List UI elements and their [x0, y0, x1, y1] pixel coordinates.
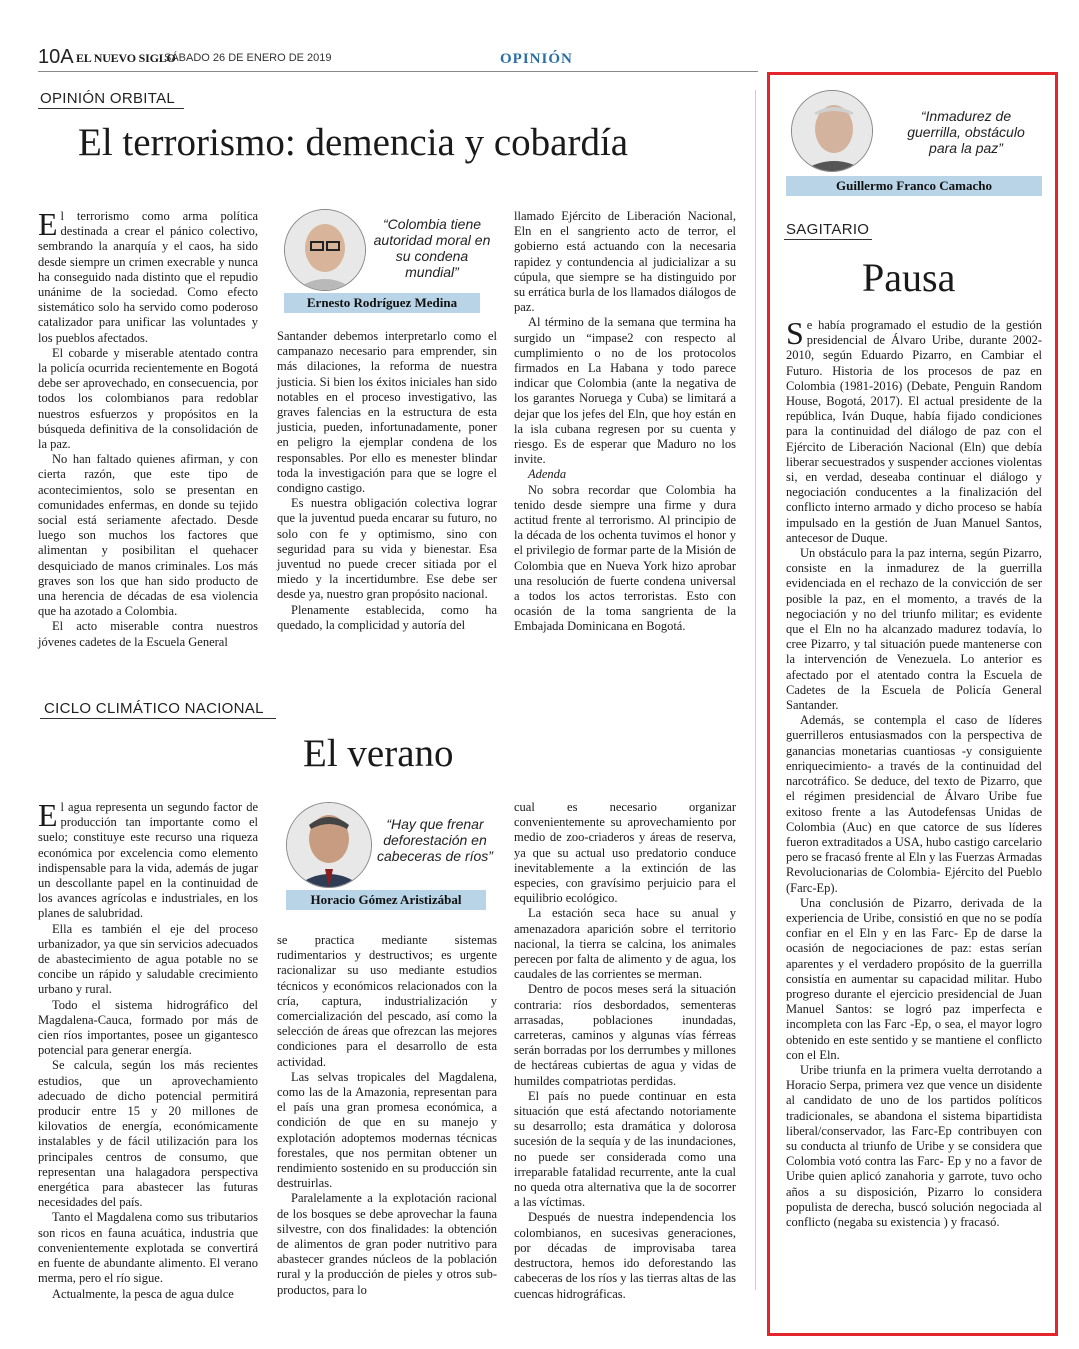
article1-title: El terrorismo: demencia y cobardía — [78, 121, 629, 164]
article1-col2-p1: Santander debemos interpretarlo como el campanazo necesario para emprender, sin más dilaciones, la reforma de nuestra justicia. Si bien los éxitos iniciales han sido notables en el proceso investigativo, las graves falencias en la estructura de esta justicia, pueden, infortunadamente, poner en peligro la ejemplar condena de los responsables. Por ello es menester blindar toda la investigación para que se logre el condigno castigo. — [277, 329, 497, 496]
article1-kicker: OPINIÓN ORBITAL — [40, 90, 176, 107]
article2-col3-p2: La estación seca hace su anual y amenazadora aparición sobre el territorio nacional, la tierra se calcina, los animales perecen por falta de alimento y de agua, los caudales de las corrientes se merman. — [514, 906, 736, 982]
dropcap: E — [38, 797, 58, 833]
article3-quote-box — [786, 90, 1044, 202]
article1-col3-p1: llamado Ejército de Liberación Nacional, Eln en el sangriento acto de terror, el gobierno está actuando con la necesaria rapidez y contundencia al judicializar a su cúpula, que siempre se ha distinguido por su errática burla de los llamados diálogos de paz. — [514, 209, 736, 315]
article1-col2-p2: Es nuestra obligación colectiva lograr que la juventud pueda encarar su futuro, no solo con fe y optimismo, sino con seguridad para su vida y bienestar. Esa juventud no puede crecer sitiada por el miedo y la incertidumbre. Ese debe ser desde ya, nuestro gran propósito nacional. — [277, 496, 497, 602]
article2-col1-p1: El agua representa un segundo factor de producción tan importante como el suelo; constituye este recurso una riqueza económica por excelencia como elemento indispensable para la vida, además de jugar un descollante papel en la continuidad de los avances agrícolas e industriales, en los planes de salubridad. — [38, 797, 258, 921]
dropcap: E — [38, 206, 58, 242]
article2-kicker-underline — [40, 718, 276, 719]
article1-quote-box — [278, 203, 498, 315]
article1-col3-adenda: Adenda — [528, 467, 567, 482]
article1-author-name: Ernesto Rodríguez Medina — [284, 293, 480, 313]
paper-name: EL NUEVO SIGLO — [76, 51, 176, 65]
article2-col1-p2: Ella es también el eje del proceso urbanizador, ya que sin servicios adecuados de abastecimiento de agua potable no se concibe un rápido y saludable crecimiento urbano y rural. — [38, 921, 258, 997]
article1-col3-p4: No sobra recordar que Colombia ha tenido desde siempre una firme y dura actitud frente al terrorismo. Al principio de la década de los ochenta tuvimos el honor y el privilegio de formar parte de la Misión de Colombia que en Nueva York hizo aprobar una resolución de fuerte condena universal a todos los actos terroristas. Esto con ocasión de la toma sangrienta de la Embajada Dominicana en Bogotá. — [514, 482, 736, 634]
article3-title: Pausa — [862, 255, 956, 300]
dropcap: S — [786, 315, 804, 351]
section-title: OPINIÓN — [500, 51, 573, 67]
article3-body — [786, 315, 1042, 1230]
author-photo-guillermo — [791, 90, 873, 172]
article2-col3-p5: Después de nuestra independencia los colombianos, en sucesivas generaciones, por décadas de improvisaba tarea destructora, hemos ido deforestando las cabeceras de los ríos y las tierras altas de las cuencas hidrográficas. — [514, 1210, 736, 1301]
column-divider — [755, 90, 756, 1290]
article3-p2: Un obstáculo para la paz interna, según Pizarro, consiste en la inmadurez de la guerrilla evidenciada en el rechazo de la convicción de ser posible la paz, en el momento, a través de la negociación y no del triunfo militar; es evidente que el Eln no ha alcanzado madurez todavía, lo cree Pizarro, y tal situación puede mantenerse con la intervención de Venezuela. Lo anterior es afectado por el atentado contra la Escuela de Cadetes de la Escuela de Policía General Santander. — [786, 546, 1042, 713]
article1-col3-p2: Al término de la semana que termina ha surgido un “impase2 con respecto al cumplimiento o no de los protocolos firmados en La Habana y todo parece indicar que Colombia (ante la negativa de los garantes Noruega y Cuba) se limitará a dejar que los jefes del Eln, que hoy están en la isla cubana regresen por su cuenta y riesgo. Es de esperar que Maduro no los invite. — [514, 315, 736, 467]
article2-column2 — [277, 933, 497, 1298]
article3-p5: Uribe triunfa en la primera vuelta derrotando a Horacio Serpa, primera vez que vence un disidente al candidato de uno de los partidos políticos tradicionales, se abandona el sistema bipartidista liberal/conservador, las Farc-Ep contribuyen con su conducta al triunfo de Uribe y se considera que Colombia votó contra las Farc- Ep y no a favor de Uribe quien aplicó zanahoria y garrote, tuvo ocho años a su disposición, Pizarro lo considera populista de derecha, buscó solución negociada al conflicto (negaba su existencia ) y fracasó. — [786, 1062, 1042, 1229]
article1-kicker-underline — [38, 108, 184, 109]
article1-col1-p1: El terrorismo como arma política destinada a crear el pánico colectivo, sembrando la anarquía y el caos, ha sido desde siempre un crimen execrable y nunca ha conseguido nada distinto que el repudio unánime de la sociedad. Como efecto sistemático solo ha servido como poderoso catalizador para unificar las voluntades y los pueblos afectados. — [38, 206, 258, 345]
article2-col1-p5: Tanto el Magdalena como sus tributarios son ricos en fauna acuática, industria que convenientemente explotada se convertirá en fuente de abundante alimento. El verano merma, pero el río sigue. — [38, 1210, 258, 1286]
article2-author-name: Horacio Gómez Aristizábal — [286, 890, 486, 910]
article2-column1 — [38, 797, 258, 1302]
article2-col3-p4: El país no puede continuar en esta situación que está afectando notoriamente su desarrollo; esta dramática y dolorosa sucesión de la sequía y de las inundaciones, no puede ser considerada como una irreparable fatalidad recurrente, ante la cual no queda otra alternativa que la de socorrer a las víctimas. — [514, 1088, 736, 1210]
author-photo-ernesto — [284, 209, 366, 291]
page-number: 10A — [38, 46, 74, 68]
article1-column3 — [514, 209, 736, 635]
article2-col1-p6: Actualmente, la pesca de agua dulce — [52, 1286, 234, 1301]
article1-column1 — [38, 206, 258, 650]
article3-kicker: SAGITARIO — [786, 221, 870, 238]
article2-col3-p1: cual es necesario organizar convenientemente su aprovechamiento por medio de zoo-criaderos y áreas de reserva, ya que su actual uso predatorio conduce inevitablemente a la extinción de las especies, con gravísimo perjuicio para el equilibrio ecológico. — [514, 800, 736, 906]
article2-col2-p1: se practica mediante sistemas rudimentarios y destructivos; es urgente racionalizar su uso mediante estudios técnicos y económicos relacionados con la cría, captura, industrialización y comercialización del pescado, así como la selección de áreas que ofrezcan las mejores condiciones para el desarrollo de esta actividad. — [277, 933, 497, 1069]
article3-pull-quote: “Inmadurez de guerrilla, obstáculo para la paz” — [907, 108, 1025, 156]
issue-date: SÁBADO 26 DE ENERO DE 2019 — [164, 52, 332, 64]
article3-kicker-underline — [784, 239, 872, 240]
article1-column2 — [277, 329, 497, 633]
article3-p4: Una conclusión de Pizarro, derivada de la experiencia de Uribe, consistió en que no se podía confiar en el Eln y en las Farc- Ep de darse la ocasión de negociaciones de paz: estas serían aparentes y el verdadero propósito de la guerrilla consistía en aumentar su capacidad militar. Hubo progreso durante el ejercicio presidencial de Juan Manuel Santos: se logró paz imperfecta e incompleta con las Farc -Ep, o sea, el mayor logro obtenido en este sentido y se mantiene el conflicto con el Eln. — [786, 895, 1042, 1062]
header-rule — [38, 71, 758, 72]
article3-p1: Se había programado el estudio de la gestión presidencial de Álvaro Uribe, durante 2002-2010, según Eduardo Pizarro, en Cambiar el Futuro. Historia de los procesos de paz en Colombia (1981-2016) (Debate, Penguin Random House, Bogotá, 2017). El actual presidente de la república, Iván Duque, había fijado condiciones para la continuidad del diálogo de paz con el Ejército de Liberación Nacional (Eln) que debía liberar secuestrados y suspender acciones violentas si, en verdad, deseaba continuar el diálogo y negociación conducentes a la finalización del conflicto interno armado y dicho proceso se había impulsado en la gestión de Juan Manuel Santos, antecesor de Duque. — [786, 315, 1042, 545]
article1-col1-p2: El cobarde y miserable atentado contra la policía ocurrida recientemente en Bogotá debe ser aprovechado, en consecuencia, por todos los colombianos para redoblar nuestros esfuerzos y propósitos en la búsqueda definitiva de la consolidación de la paz. — [38, 345, 258, 452]
article2-col1-p4: Se calcula, según los más recientes estudios, que un aprovechamiento adecuado de dicho potencial permitirá producir entre 15 y 20 millones de kilovatios de energía, económicamente instalables y de fácil utilización para los principales centros de consumo, que representan una halagadora perspectiva energética para abastecer las futuras necesidades del país. — [38, 1058, 258, 1210]
article2-column3 — [514, 800, 736, 1302]
article3-author-name: Guillermo Franco Camacho — [786, 176, 1042, 196]
article2-col2-p3: Paralelamente a la explotación racional de los bosques se debe aprovechar la fauna silvestre, con dos finalidades: la obtención de alimentos de gran poder nutritivo para abastecer grandes núcleos de la población rural y la producción de pieles y otros sub-productos, para lo — [277, 1191, 497, 1297]
article2-col3-p3: Dentro de pocos meses será la situación contraria: ríos desbordados, sementeras arrasadas, poblaciones inundadas, carreteras, caminos y algunas vías férreas serán borradas por los derrumbes y millones de hectáreas cubiertas de agua y vidas de humildes compatriotas perdidas. — [514, 982, 736, 1088]
article1-col2-p3: Plenamente establecida, como ha quedado, la complicidad y autoría del — [277, 602, 497, 632]
article1-col1-p4: El acto miserable contra nuestros jóvenes cadetes de la Escuela General — [38, 619, 258, 649]
article1-col1-p3: No han faltado quienes afirman, y con cierta razón, que este tipo de acontecimientos, solo se presentan en comunidades enfermas, en donde su tejido social está seriamente afectado. Desde luego son muchos los factores que alimentan y posibilitan el quehacer desquiciado de manos criminales. Los más graves son los que han sido producto de una herencia de décadas de esa violencia que ha azotado a Colombia. — [38, 452, 258, 619]
article1-pull-quote: “Colombia tiene autoridad moral en su condena mundial” — [373, 216, 491, 280]
article2-col1-p3: Todo el sistema hidrográfico del Magdalena-Cauca, formado por más de cien ríos importantes, posee un gigantesco potencial para generar energía. — [38, 997, 258, 1058]
article2-col2-p2: Las selvas tropicales del Magdalena, como las de la Amazonia, representan para el país una gran promesa económica, a condición de que en su manejo y explotación adoptemos modernas técnicas forestales, que nos permitan obtener un rendimiento sostenido en su producción sin destruirlas. — [277, 1069, 497, 1191]
article2-title: El verano — [303, 732, 454, 775]
article3-p3: Además, se contempla el caso de líderes guerrilleros entusiasmados con la perspectiva de ganancias monetarias cuantiosas -y consiguiente enriquecimiento- a través de la continuidad del narcotráfico. Se deduce, del texto de Pizarro, que el régimen presidencial de Álvaro Uribe fue exitoso frente a las Autodefensas Unidas de Colombia (Auc) en que catorce de sus líderes fueron extraditados a USA, hubo castigo carcelario pero se fracasó frente al Eln y las Fuerzas Armadas Revolucionarias de Colombia- Ejército del Pueblo (Farc-Ep). — [786, 713, 1042, 895]
article2-kicker: CICLO CLIMÁTICO NACIONAL — [44, 700, 264, 717]
article2-quote-box — [280, 796, 500, 914]
article2-pull-quote: “Hay que frenar deforestación en cabeceras de ríos” — [377, 816, 493, 864]
author-photo-horacio — [286, 802, 372, 888]
page-header — [38, 48, 1053, 70]
